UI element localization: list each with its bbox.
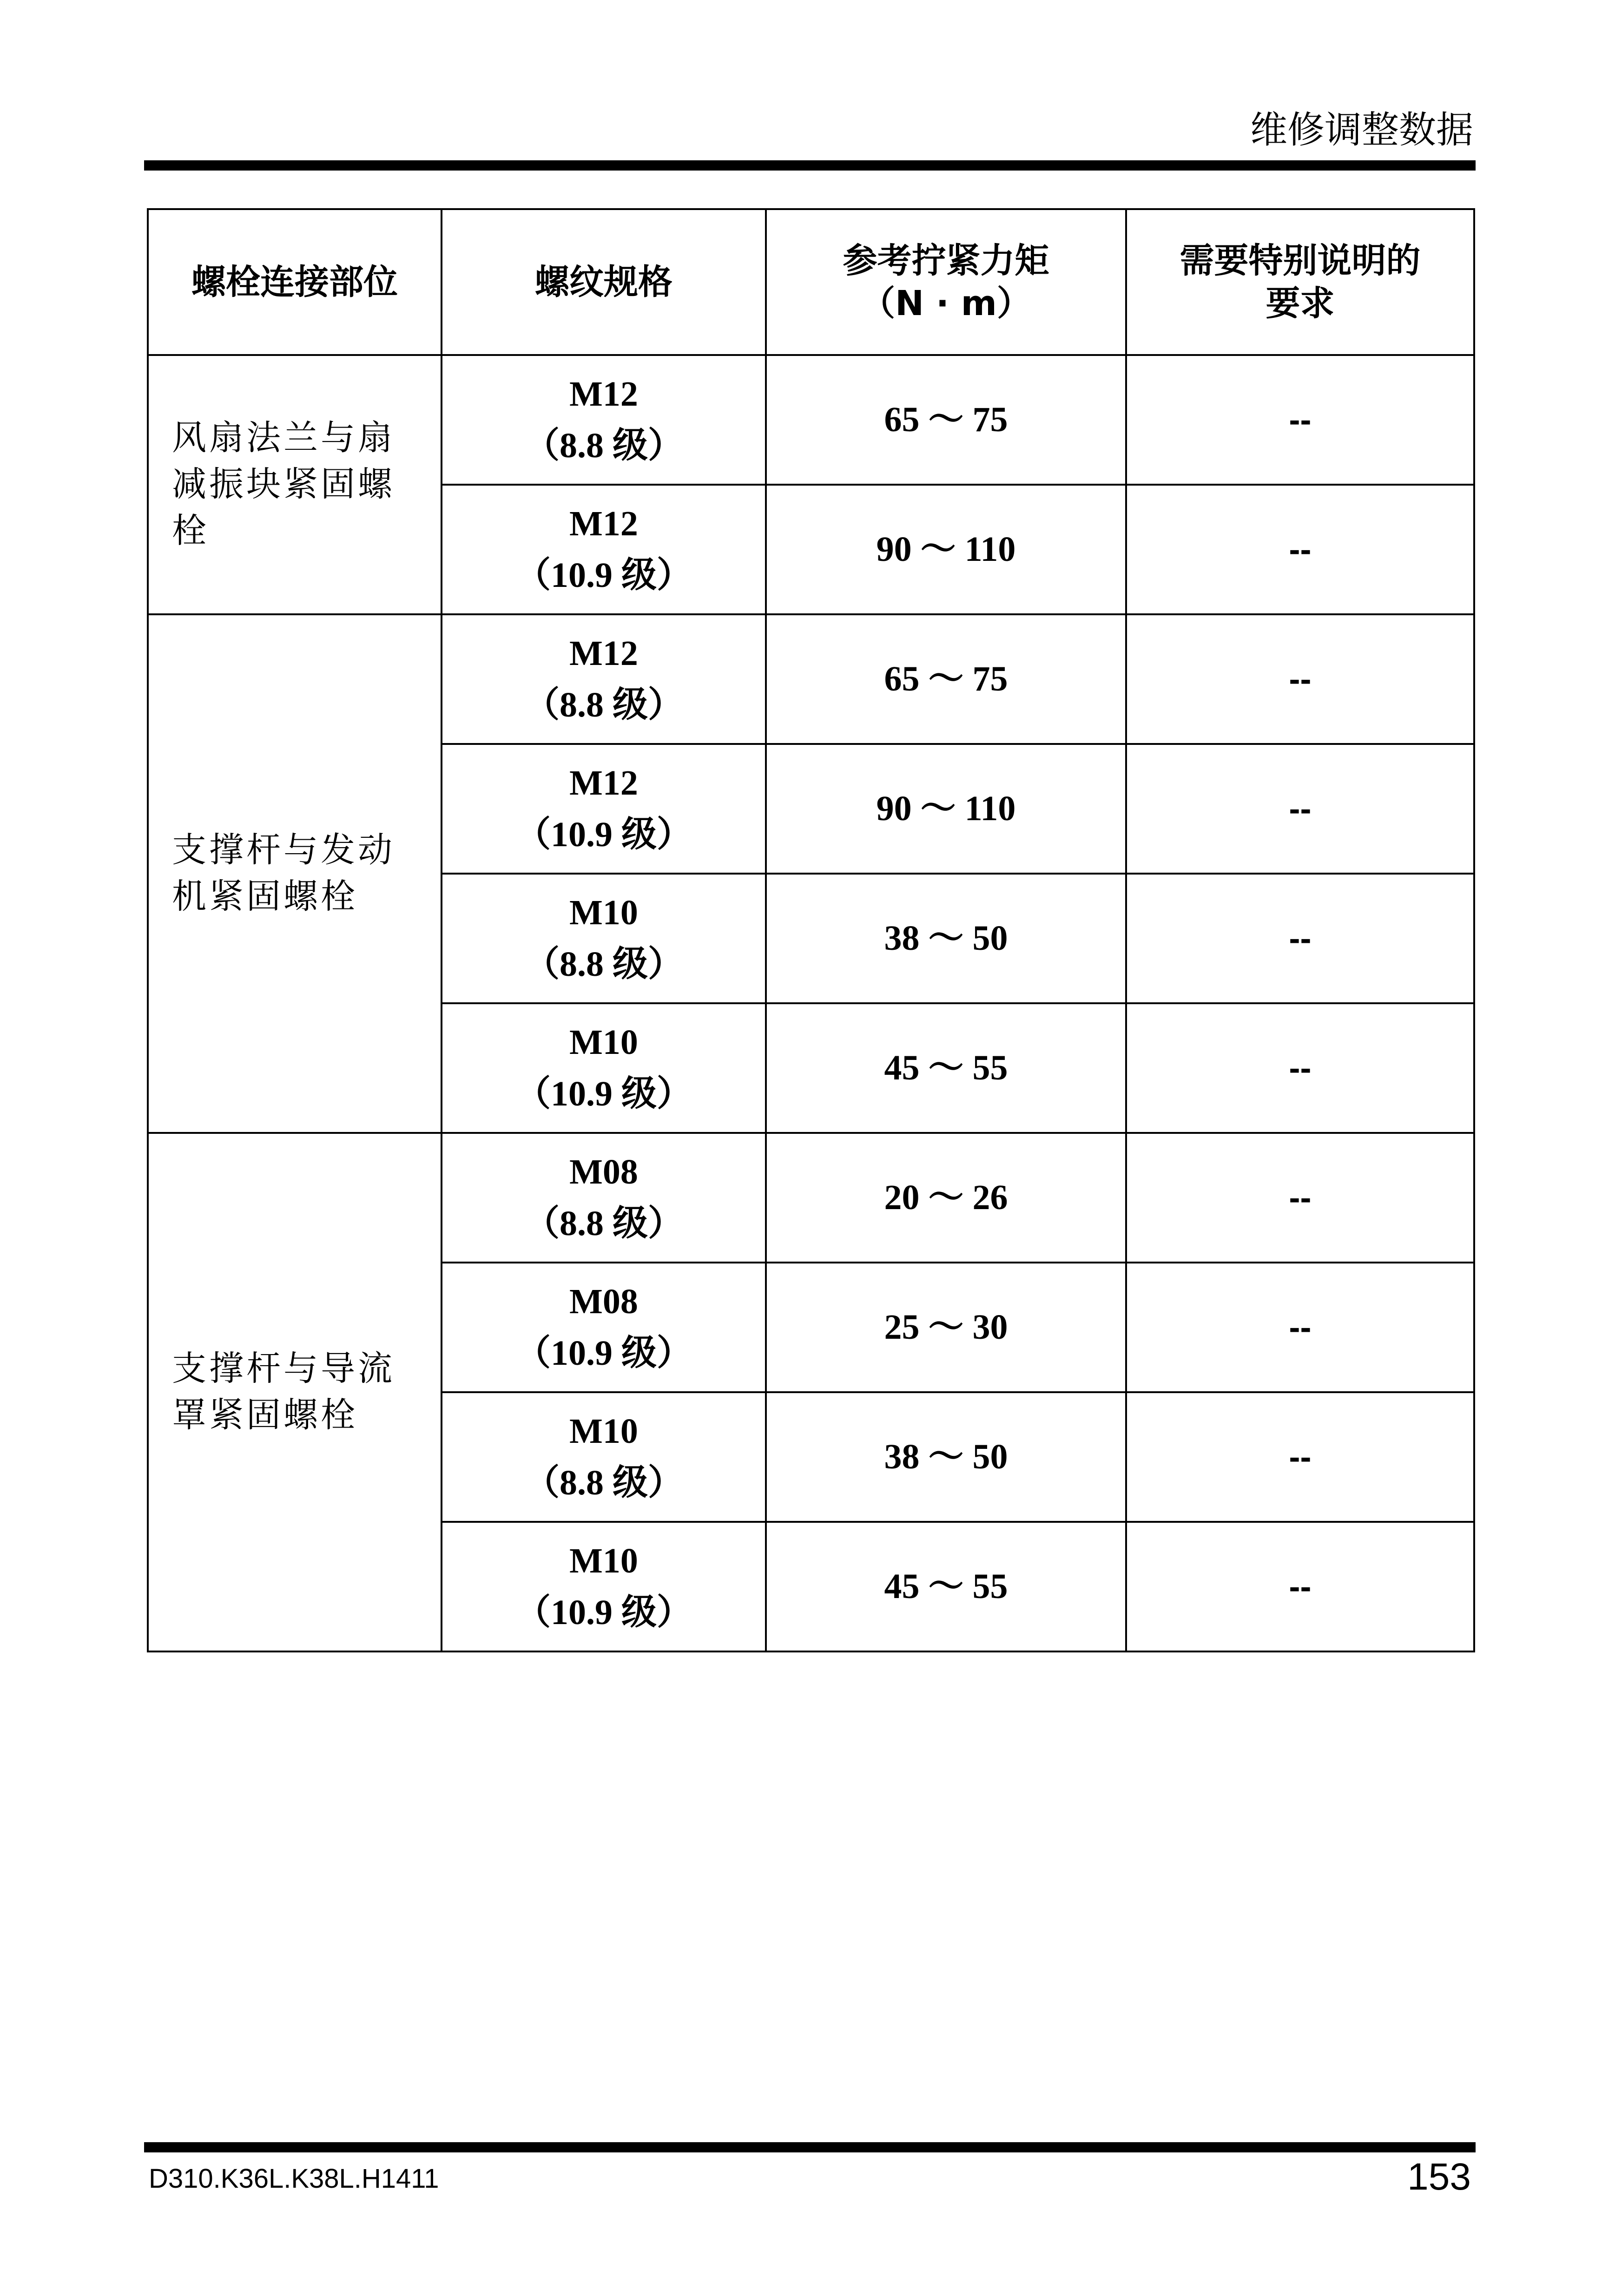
thread-size: M08 [569, 1282, 638, 1322]
thread-size: M08 [569, 1152, 638, 1192]
col-header-note: 需要特别说明的 要求 [1126, 209, 1474, 355]
torque-cell: 65 ～ 75 [766, 614, 1126, 744]
thread-spec-cell [442, 874, 766, 1003]
thread-spec-cell [442, 1003, 766, 1133]
strength-grade: （10.9 级） [515, 1074, 692, 1113]
thread-size: M12 [569, 763, 638, 803]
page-number: 153 [1407, 2156, 1471, 2198]
thread-spec-cell [442, 1522, 766, 1651]
table-row [148, 1133, 1474, 1263]
note-cell: -- [1126, 1263, 1474, 1392]
thread-size: M10 [569, 893, 638, 933]
note-cell: -- [1126, 355, 1474, 485]
thread-size: M10 [569, 1412, 638, 1451]
torque-cell: 45 ～ 55 [766, 1522, 1126, 1651]
col-header-torque: 参考拧紧力矩 （N · m） [766, 209, 1126, 355]
strength-grade: （10.9 级） [515, 1592, 692, 1632]
note-cell: -- [1126, 1003, 1474, 1133]
bolt-location-cell: 支撑杆与发动机紧固螺栓 [148, 614, 442, 1133]
header-rule [144, 160, 1476, 171]
thread-spec-cell [442, 744, 766, 874]
torque-table [147, 208, 1475, 1652]
thread-size: M12 [569, 375, 638, 414]
note-cell: -- [1126, 1522, 1474, 1651]
thread-spec-cell [442, 614, 766, 744]
document-code: D310.K36L.K38L.H1411 [149, 2164, 439, 2194]
note-cell: -- [1126, 614, 1474, 744]
strength-grade: （8.8 级） [524, 426, 683, 465]
table-row [148, 614, 1474, 744]
torque-cell: 25 ～ 30 [766, 1263, 1126, 1392]
torque-cell: 65 ～ 75 [766, 355, 1126, 485]
strength-grade: （8.8 级） [524, 1463, 683, 1502]
torque-cell: 90 ～ 110 [766, 744, 1126, 874]
table-header-row [148, 209, 1474, 355]
torque-cell: 45 ～ 55 [766, 1003, 1126, 1133]
torque-cell: 90 ～ 110 [766, 485, 1126, 614]
table-row [148, 355, 1474, 485]
section-title: 维修调整数据 [1250, 108, 1473, 151]
note-cell: -- [1126, 1392, 1474, 1522]
strength-grade: （10.9 级） [515, 815, 692, 854]
note-cell: -- [1126, 874, 1474, 1003]
strength-grade: （8.8 级） [524, 685, 683, 724]
torque-cell: 38 ～ 50 [766, 874, 1126, 1003]
note-cell: -- [1126, 1133, 1474, 1263]
thread-spec-cell [442, 355, 766, 485]
thread-spec-cell [442, 1133, 766, 1263]
thread-spec-cell [442, 485, 766, 614]
strength-grade: （8.8 级） [524, 1204, 683, 1243]
note-cell: -- [1126, 744, 1474, 874]
thread-spec-cell [442, 1392, 766, 1522]
thread-size: M12 [569, 504, 638, 544]
strength-grade: （10.9 级） [515, 1333, 692, 1373]
thread-size: M10 [569, 1541, 638, 1581]
thread-spec-cell [442, 1263, 766, 1392]
strength-grade: （10.9 级） [515, 555, 692, 595]
col-header-part: 螺栓连接部位 [148, 209, 442, 355]
col-header-thread: 螺纹规格 [442, 209, 766, 355]
torque-cell: 38 ～ 50 [766, 1392, 1126, 1522]
strength-grade: （8.8 级） [524, 944, 683, 984]
thread-size: M10 [569, 1023, 638, 1062]
bolt-location-cell: 支撑杆与导流罩紧固螺栓 [148, 1133, 442, 1651]
note-cell: -- [1126, 485, 1474, 614]
footer-rule [144, 2142, 1476, 2152]
torque-cell: 20 ～ 26 [766, 1133, 1126, 1263]
thread-size: M12 [569, 634, 638, 673]
bolt-location-cell: 风扇法兰与扇减振块紧固螺栓 [148, 355, 442, 614]
